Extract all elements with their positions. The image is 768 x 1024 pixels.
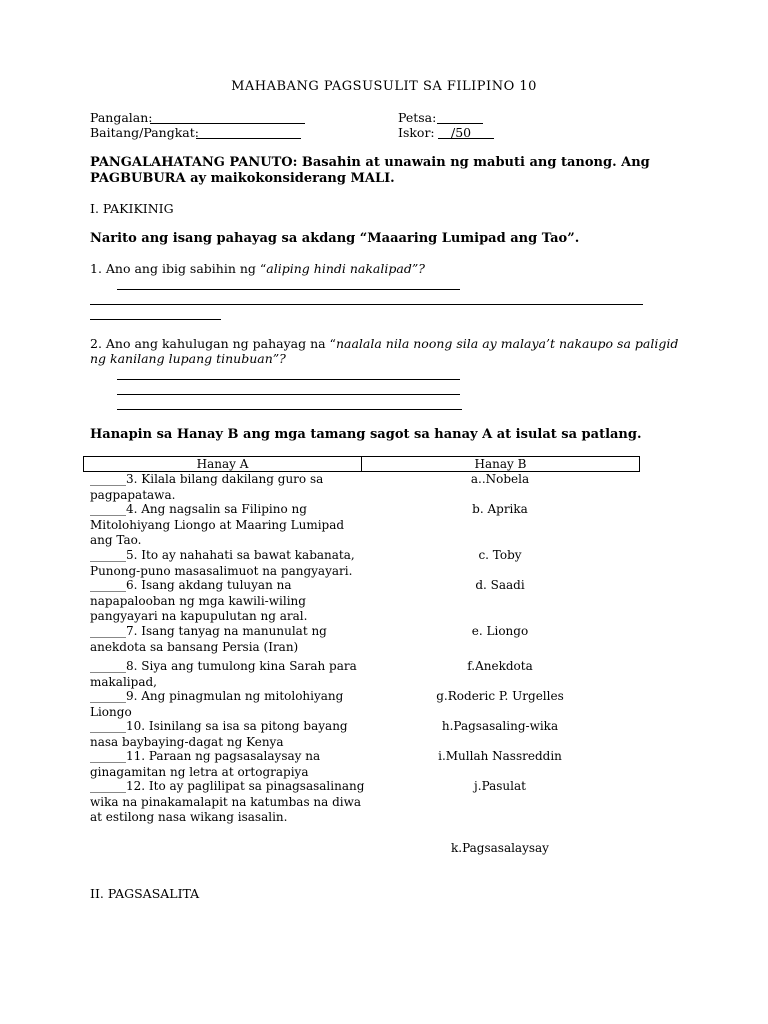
- section-1-intro: Narito ang isang pahayag sa akdang “Maaaring Lumipad ang Tao”.: [90, 231, 580, 246]
- hanay-b-item-i: i.Mullah Nassreddin: [438, 749, 562, 763]
- instructions-line-2: PAGBUBURA ay maikokonsiderang MALI.: [90, 171, 395, 186]
- answer-line-1b[interactable]: [90, 304, 643, 305]
- matching-instruction: Hanapin sa Hanay B ang mga tamang sagot sa hanay A at isulat sa patlang.: [90, 427, 642, 442]
- question-2-prefix: 2. Ano ang kahulugan ng pahayag na “: [90, 336, 336, 351]
- baitang-label: Baitang/Pangkat:: [90, 125, 199, 140]
- iskor-total: /50: [451, 125, 472, 140]
- answer-line-2b[interactable]: [117, 394, 460, 395]
- hanay-a-item-11: ______11. Paraan ng pagsasalaysay na ginagamitan ng letra at ortograpiya: [90, 749, 321, 779]
- hanay-a-item-10: ______10. Isinilang sa isa sa pitong bayang nasa baybaying-dagat ng Kenya: [90, 719, 348, 749]
- hanay-a-item-6: ______6. Isang akdang tuluyan na napapalooban ng mga kawili-wiling pangyayari na kapupulutan ng aral.: [90, 578, 308, 623]
- section-1-heading: I. PAKIKINIG: [90, 201, 174, 216]
- instructions-line-1: PANGALAHATANG PANUTO: Basahin at unawain ng mabuti ang tanong. Ang: [90, 155, 650, 170]
- answer-line-1c[interactable]: [90, 319, 221, 320]
- hanay-b-header: Hanay B: [362, 457, 640, 472]
- petsa-label: Petsa:: [398, 110, 437, 125]
- question-2-quote-line-1: naalala nila noong sila ay malaya’t nakaupo sa paligid: [335, 336, 679, 351]
- hanay-b-item-b: b. Aprika: [472, 502, 528, 516]
- question-2: [90, 336, 678, 351]
- question-1-quote: aliping hindi nakalipad: [266, 261, 412, 276]
- section-2-heading: II. PAGSASALITA: [90, 886, 200, 901]
- answer-line-1a[interactable]: [117, 289, 460, 290]
- hanay-b-item-e: e. Liongo: [471, 624, 529, 638]
- hanay-a-item-9: ______9. Ang pinagmulan ng mitolohiyang Liongo: [90, 689, 344, 719]
- question-2-quote-line-2: ng kanilang lupang tinubuan: [90, 351, 273, 366]
- hanay-b-item-c: c. Toby: [478, 548, 522, 562]
- page-title: MAHABANG PAGSUSULIT SA FILIPINO 10: [231, 79, 537, 94]
- hanay-b-item-h: h.Pagsasaling-wika: [441, 719, 559, 733]
- hanay-b-item-d: d. Saadi: [475, 578, 525, 592]
- hanay-a-item-12: ______12. Ito ay paglilipat sa pinagsasalinang wika na pinakamalapit na katumbas na diwa at estilong nasa wikang isasalin.: [90, 779, 365, 824]
- answer-line-2a[interactable]: [117, 379, 460, 380]
- hanay-a-item-3: ______3. Kilala bilang dakilang guro sa pagpapatawa.: [90, 472, 324, 502]
- hanay-b-item-f: f.Anekdota: [467, 659, 533, 673]
- hanay-a-item-8: ______8. Siya ang tumulong kina Sarah para makalipad,: [90, 659, 357, 689]
- answer-line-2c[interactable]: [117, 409, 462, 410]
- pangalan-label: Pangalan:: [90, 110, 153, 125]
- pangalan-field[interactable]: [150, 123, 305, 124]
- hanay-a-header: Hanay A: [84, 457, 362, 472]
- question-2-cont: [90, 351, 286, 366]
- baitang-field[interactable]: [196, 138, 301, 139]
- hanay-b-item-j: j.Pasulat: [474, 779, 526, 793]
- hanay-a-item-4: ______4. Ang nagsalin sa Filipino ng Mitolohiyang Liongo at Maaring Lumipad ang Tao.: [90, 502, 345, 547]
- hanay-b-item-g: g.Roderic P. Urgelles: [436, 689, 564, 703]
- hanay-b-item-k: k.Pagsasalaysay: [451, 841, 549, 855]
- hanay-b-item-a: a..Nobela: [470, 472, 530, 486]
- question-1: [90, 261, 425, 276]
- petsa-field[interactable]: [437, 123, 483, 124]
- question-2-suffix: ”?: [272, 351, 286, 366]
- matching-table: [83, 456, 640, 472]
- question-1-suffix: ”?: [411, 261, 425, 276]
- hanay-a-item-7: ______7. Isang tanyag na manunulat ng anekdota sa bansang Persia (Iran): [90, 624, 327, 654]
- iskor-label: Iskor:: [398, 125, 435, 140]
- hanay-a-item-5: ______5. Ito ay nahahati sa bawat kabanata, Punong-puno masasalimuot na pangyayari.: [90, 548, 355, 578]
- question-1-prefix: 1. Ano ang ibig sabihin ng “: [90, 261, 267, 276]
